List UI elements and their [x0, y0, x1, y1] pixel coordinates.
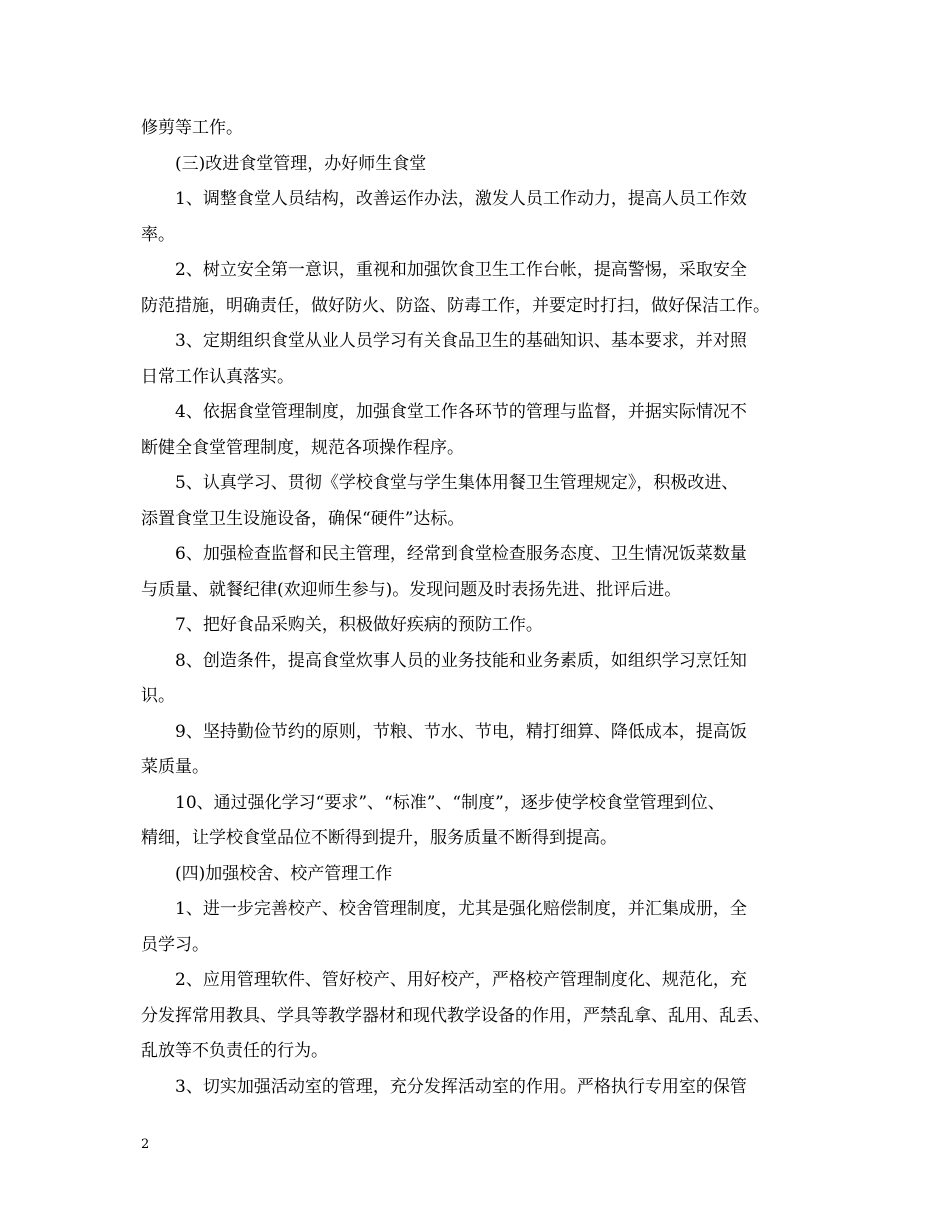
- text-line: 防范措施，明确责任，做好防火、防盗、防毒工作，并要定时打扫，做好保洁工作。: [141, 296, 770, 316]
- text-line: 9、坚持勤俭节约的原则，节粮、节水、节电，精打细算、降低成本，提高饭: [175, 722, 747, 742]
- text-line: 精细，让学校食堂品位不断得到提升，服务质量不断得到提高。: [141, 828, 617, 848]
- text-line: 10、通过强化学习“要求”、“标准”、“制度”，逐步使学校食堂管理到位、: [175, 793, 725, 813]
- text-line: 1、进一步完善校产、校舍管理制度，尤其是强化赔偿制度，并汇集成册，全: [175, 899, 747, 919]
- text-line: 4、依据食堂管理制度，加强食堂工作各环节的管理与监督，并据实际情况不: [175, 402, 747, 422]
- text-line: 7、把好食品采购关，积极做好疾病的预防工作。: [175, 615, 543, 635]
- text-line: 率。: [141, 225, 175, 245]
- text-line: 1、调整食堂人员结构，改善运作办法，激发人员工作动力，提高人员工作效: [175, 189, 747, 209]
- text-line: 3、切实加强活动室的管理，充分发挥活动室的作用。严格执行专用室的保管: [175, 1077, 747, 1097]
- text-line: 5、认真学习、贯彻《学校食堂与学生集体用餐卫生管理规定》，积极改进、: [175, 473, 739, 493]
- text-line: 添置食堂卫生设施设备，确保“硬件”达标。: [141, 509, 465, 529]
- text-line: 3、定期组织食堂从业人员学习有关食品卫生的基础知识、基本要求，并对照: [175, 331, 747, 351]
- text-line: 日常工作认真落实。: [141, 367, 294, 387]
- text-line: 2、应用管理软件、管好校产、用好校产，严格校产管理制度化、规范化，充: [175, 970, 747, 990]
- page-number: 2: [141, 1137, 150, 1152]
- text-line: 分发挥常用教具、学具等教学器材和现代教学设备的作用，严禁乱拿、乱用、乱丢、: [141, 1006, 770, 1026]
- text-line: 修剪等工作。: [141, 118, 243, 138]
- text-line: 8、创造条件，提高食堂炊事人员的业务技能和业务素质，如组织学习烹饪知: [175, 651, 747, 671]
- section-heading: (四)加强校舍、校产管理工作: [175, 864, 393, 884]
- text-line: 6、加强检查监督和民主管理，经常到食堂检查服务态度、卫生情况饭菜数量: [175, 544, 747, 564]
- text-line: 员学习。: [141, 935, 209, 955]
- text-line: 乱放等不负责任的行为。: [141, 1041, 328, 1061]
- text-line: 2、树立安全第一意识，重视和加强饮食卫生工作台帐，提高警惕，采取安全: [175, 260, 747, 280]
- text-line: 菜质量。: [141, 757, 209, 777]
- section-heading: (三)改进食堂管理，办好师生食堂: [175, 154, 427, 174]
- text-line: 与质量、就餐纪律(欢迎师生参与)。发现问题及时表扬先进、批评后进。: [141, 580, 682, 600]
- text-line: 断健全食堂管理制度，规范各项操作程序。: [141, 438, 464, 458]
- text-line: 识。: [141, 686, 175, 706]
